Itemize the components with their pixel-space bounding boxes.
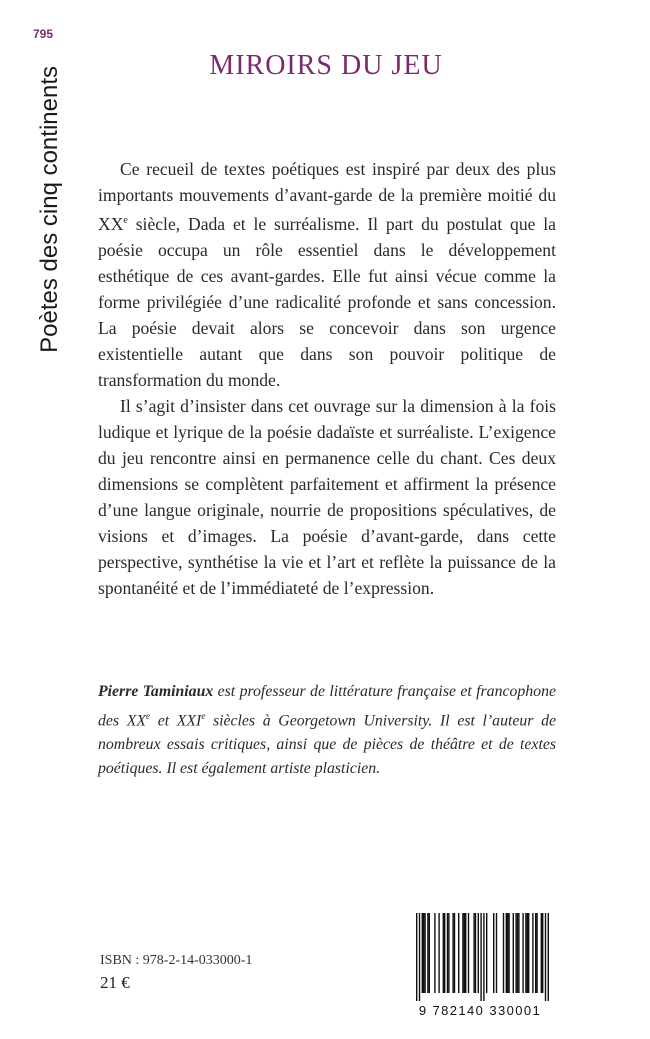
barcode-bar [542,913,543,993]
barcode-bar [465,913,466,993]
author-name: Pierre Taminiaux [98,683,214,700]
description-paragraph-2: Il s’agit d’insister dans cet ouvrage sur la dimension à la fois ludique et lyrique de la poésie dadaïste et surréaliste. L’exigence du jeu rencontre ainsi en permanence celle du chant. Ces deux dimensions se complètent parfaitement et affirment la présence d’une langue originale, nourrie de propositions spéculatives, de visions et d’images. La poésie d’avant-garde, dans cette perspective, synthétise la vie et l’art et reflète la puissance de la spontanéité et de l’immédiateté de l’expression. [98,395,556,598]
barcode-bar [462,913,463,993]
barcode-bar [532,913,533,993]
author-bio: Pierre Taminiaux est professeur de littérature française et francophone des XXe et XXIe siècles à Georgetown University. Il est l’auteur de nombreux essais critiques, ainsi que de pièces de théâtre et de textes poétiques. Il est également artiste plasticien. [98,683,556,778]
barcode-bar [508,913,509,993]
barcode-bar [416,913,417,1001]
barcode-bar [525,913,526,993]
barcode-bar [496,913,497,993]
barcode-bar [478,913,479,993]
barcode-bar [483,913,484,1001]
barcode-bar [422,913,423,993]
barcode-bar [507,913,508,993]
barcode [406,913,554,1018]
barcode-bar [454,913,455,993]
barcode-bar [548,913,549,1001]
description-paragraph-1: Ce recueil de textes poétiques est inspiré par deux des plus importants mouvements d’avant-garde de la première moitié du XXe siècle, Dada et le surréalisme. Il part du postulat que la poésie occupa un rôle essentiel dans le développement esthétique de ces avant-gardes. Elle fut ainsi vécue comme la forme privilégiée d’une radicalité profonde et sans concession. La poésie devait alors se concevoir dans son urgence existentielle autant que dans son pouvoir politique de transformation du monde. [98,159,556,390]
barcode-bar [438,913,439,993]
barcode-bar [522,913,523,993]
barcode-bars [406,913,554,1001]
barcode-bar [517,913,518,993]
barcode-digits: 9 782140 330001 [418,1003,542,1018]
barcode-bar [443,913,444,993]
barcode-bar [434,913,435,993]
barcode-bar [535,913,536,993]
price: 21 € [100,973,130,992]
barcode-bar [429,913,430,993]
barcode-bar [444,913,445,993]
barcode-bar [447,913,448,993]
book-title: MIROIRS DU JEU [209,50,443,81]
barcode-bar [458,913,459,993]
barcode-bar [506,913,507,993]
barcode-bar [493,913,494,993]
barcode-bar [518,913,519,993]
barcode-bar [427,913,428,993]
barcode-bar [419,913,420,1001]
barcode-bar [541,913,542,993]
series-number: 795 [33,27,54,41]
barcode-bar [473,913,474,993]
barcode-bar [464,913,465,993]
barcode-bar [513,913,514,993]
barcode-bar [528,913,529,993]
barcode-bar [486,913,487,993]
barcode-bar [480,913,481,1001]
isbn: ISBN : 978-2-14-033000-1 [100,953,253,968]
barcode-bar [468,913,469,993]
description [98,156,556,601]
barcode-bar [423,913,424,993]
series-title-text: Poètes des cinq continents [36,66,63,353]
barcode-bar [448,913,449,993]
barcode-bar [545,913,546,1001]
barcode-bar [527,913,528,993]
barcode-bar [452,913,453,993]
series-title [38,66,62,386]
barcode-bar [536,913,537,993]
barcode-bar [515,913,516,993]
barcode-bar [475,913,476,993]
barcode-bar [424,913,425,993]
barcode-bar [503,913,504,993]
